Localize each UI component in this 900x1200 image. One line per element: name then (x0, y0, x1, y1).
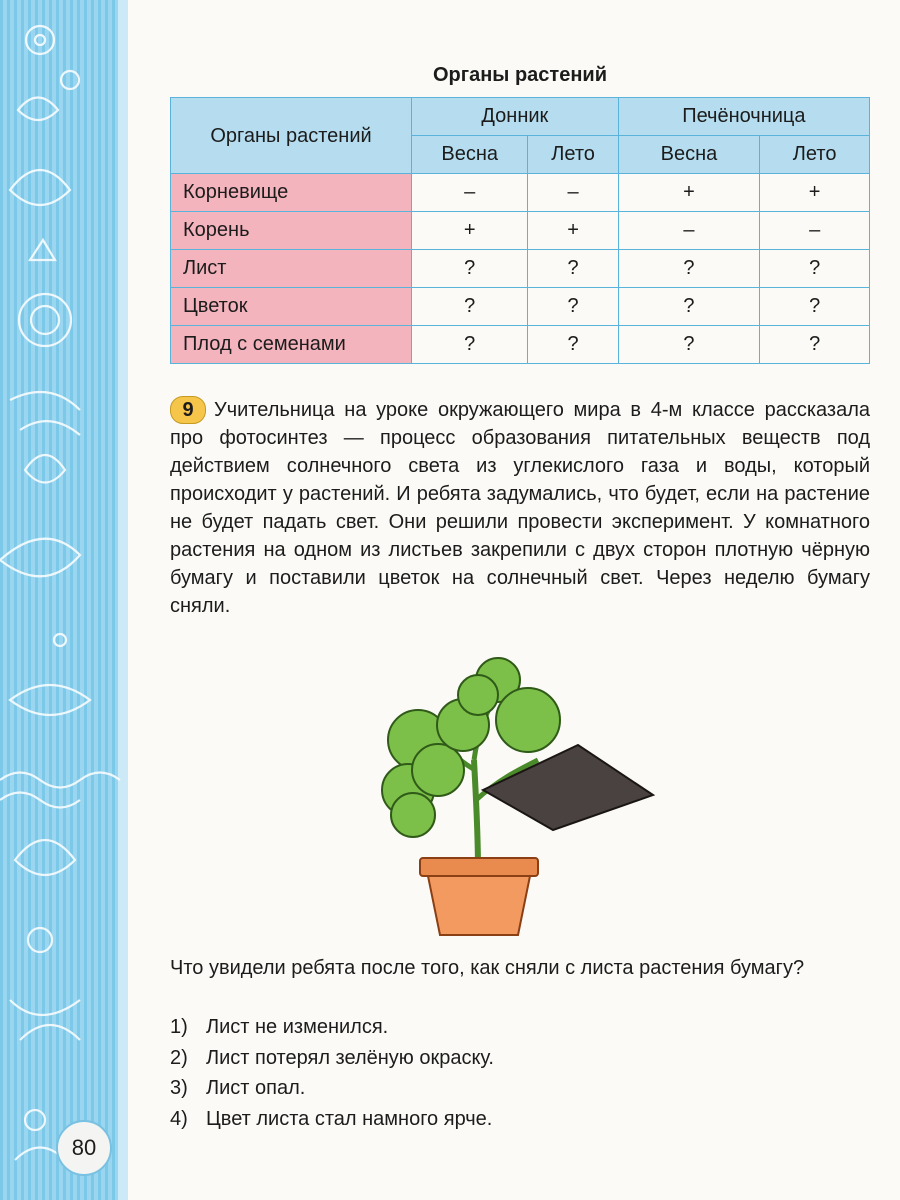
answer-options (170, 1013, 870, 1135)
plant-header-pechenochnitsa: Печёночница (618, 98, 869, 136)
bird-icon (25, 455, 65, 483)
answer-option[interactable] (170, 1074, 870, 1103)
leaf-icon (15, 840, 75, 875)
plant-header-donnik: Донник (412, 98, 619, 136)
table-cell: – (618, 212, 760, 250)
table-row (171, 326, 870, 364)
table-cell: + (760, 174, 870, 212)
table-cell: ? (528, 250, 618, 288)
table-cell: ? (618, 326, 760, 364)
season-header: Весна (412, 136, 528, 174)
option-text: Лист опал. (206, 1077, 306, 1099)
table-header-row (171, 98, 870, 136)
table-cell: – (528, 174, 618, 212)
answer-option[interactable] (170, 1105, 870, 1134)
organ-name: Лист (171, 250, 412, 288)
task-number-badge: 9 (170, 396, 206, 424)
table-cell: ? (412, 250, 528, 288)
season-header: Лето (528, 136, 618, 174)
wave-icon (10, 392, 80, 435)
table-cell: ? (528, 288, 618, 326)
table-cell: ? (528, 326, 618, 364)
plant-organs-table (170, 97, 870, 364)
organs-column-header: Органы растений (171, 98, 412, 174)
doodle-pattern (0, 0, 128, 1200)
organ-name: Цветок (171, 288, 412, 326)
bird-icon (0, 539, 80, 577)
table-cell: + (412, 212, 528, 250)
leaf-icon (10, 170, 70, 260)
task-text: Учительница на уроке окружающего мира в 4-м классе рассказала про фотосинтез — процесс образования питательных веществ под действием солнечного света из углекислого газа и воды, который происходит у растений. И ребята задумались, что будет, если на растение не будет падать свет. Они решили провести эксперимент. У комнатного растения на одном из листьев закрепили с двух сторон плотную чёрную бумагу и поставили цветок на солнечный свет. Через неделю бумагу сняли. (170, 399, 870, 617)
table-row (171, 250, 870, 288)
task-9 (170, 396, 870, 620)
flower-pot (420, 858, 538, 935)
question-text: Что увидели ребята после того, как сняли с листа растения бумагу? (170, 957, 805, 979)
table-cell: ? (760, 326, 870, 364)
wave-icon (0, 773, 120, 808)
table-cell: ? (760, 250, 870, 288)
season-header: Лето (760, 136, 870, 174)
ladybug-icon (28, 928, 52, 952)
answer-option[interactable] (170, 1044, 870, 1073)
option-number: 1) (170, 1016, 188, 1038)
bird-icon (10, 685, 90, 715)
table-cell: + (528, 212, 618, 250)
table-cell: ? (618, 288, 760, 326)
table-cell: ? (412, 326, 528, 364)
option-text: Цвет листа стал намного ярче. (206, 1107, 493, 1130)
black-paper-on-leaf (483, 745, 653, 830)
bird-icon (18, 98, 58, 121)
flower-icon (26, 26, 54, 54)
option-number: 2) (170, 1046, 188, 1069)
swirl-icon (10, 1000, 80, 1040)
table-row (171, 174, 870, 212)
table-cell: ? (760, 288, 870, 326)
table-title: Органы растений (433, 64, 607, 86)
table-cell: ? (618, 250, 760, 288)
table-cell: – (412, 174, 528, 212)
table-cell: + (618, 174, 760, 212)
organ-name: Корневище (171, 174, 412, 212)
season-header: Весна (618, 136, 760, 174)
table-row (171, 212, 870, 250)
option-text: Лист потерял зелёную окраску. (206, 1046, 494, 1069)
organ-name: Плод с семенами (171, 326, 412, 364)
page-number: 80 (56, 1120, 112, 1176)
table-row (171, 288, 870, 326)
table-cell: ? (412, 288, 528, 326)
table-cell: – (760, 212, 870, 250)
option-text: Лист не изменился. (206, 1016, 389, 1038)
option-number: 4) (170, 1107, 188, 1130)
option-number: 3) (170, 1077, 188, 1099)
organ-name: Корень (171, 212, 412, 250)
answer-option[interactable] (170, 1013, 870, 1042)
potted-plant-illustration (378, 650, 658, 940)
